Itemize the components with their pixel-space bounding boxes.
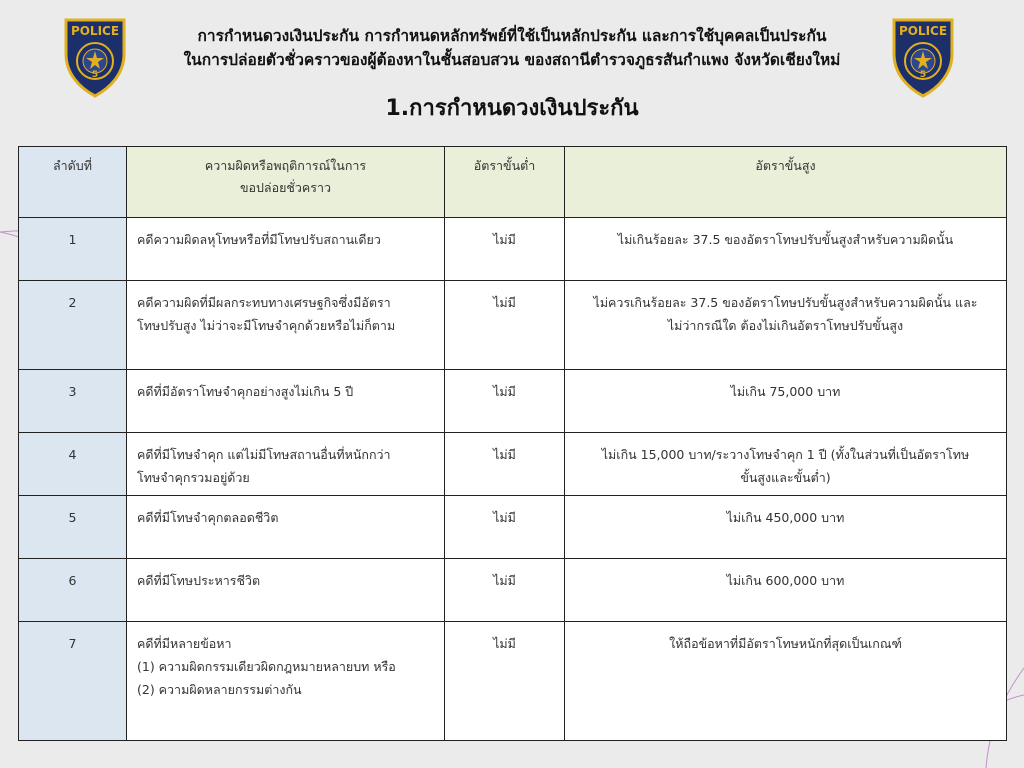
offense-cell — [127, 622, 445, 741]
offense-text: คดีที่มีโทษจำคุกตลอดชีวิต — [137, 510, 279, 525]
table-row — [19, 281, 1007, 370]
column-header-no: ลำดับที่ — [19, 147, 127, 218]
offense-cell — [127, 496, 445, 559]
badge-text: POLICE — [70, 24, 120, 38]
table-row — [19, 218, 1007, 281]
table-row — [19, 496, 1007, 559]
offense-text: (1) ความผิดกรรมเดียวผิดกฎหมายหลายบท หรือ — [137, 659, 396, 674]
max-rate-text: ไม่เกิน 450,000 บาท — [726, 510, 845, 525]
max-rate-cell — [565, 370, 1007, 433]
max-rate-cell — [565, 622, 1007, 741]
min-rate-cell: ไม่มี — [445, 281, 565, 370]
offense-cell — [127, 433, 445, 496]
min-rate-cell: ไม่มี — [445, 559, 565, 622]
column-header-offense-line-2: ขอปล่อยชั่วคราว — [239, 180, 332, 195]
page-title — [130, 24, 894, 72]
row-number: 6 — [19, 559, 127, 622]
offense-text: คดีที่มีอัตราโทษจำคุกอย่างสูงไม่เกิน 5 ปี — [137, 384, 354, 399]
max-rate-text: ไม่เกิน 15,000 บาท/ระวางโทษจำคุก 1 ปี (ทั้งในส่วนที่เป็นอัตราโทษ — [601, 447, 970, 462]
row-number: 1 — [19, 218, 127, 281]
offense-text: คดีที่มีโทษประหารชีวิต — [137, 573, 261, 588]
offense-text: คดีที่มีโทษจำคุก แต่ไม่มีโทษสถานอื่นที่หนักกว่า — [137, 447, 391, 462]
offense-text: คดีที่มีหลายข้อหา — [137, 636, 232, 651]
offense-cell — [127, 370, 445, 433]
max-rate-text: ไม่เกิน 600,000 บาท — [726, 573, 845, 588]
row-number: 5 — [19, 496, 127, 559]
row-number: 3 — [19, 370, 127, 433]
min-rate-cell: ไม่มี — [445, 622, 565, 741]
max-rate-cell — [565, 281, 1007, 370]
max-rate-cell — [565, 218, 1007, 281]
max-rate-text: ไม่ว่ากรณีใด ต้องไม่เกินอัตราโทษปรับขั้นสูง — [667, 318, 904, 333]
offense-cell — [127, 218, 445, 281]
max-rate-text: ขั้นสูงและขั้นต่ำ) — [740, 470, 831, 485]
offense-text: โทษปรับสูง ไม่ว่าจะมีโทษจำคุกด้วยหรือไม่ก็ตาม — [137, 318, 396, 333]
max-rate-text: ไม่เกินร้อยละ 37.5 ของอัตราโทษปรับขั้นสูงสำหรับความผิดนั้น — [617, 232, 954, 247]
table-row — [19, 370, 1007, 433]
offense-text: คดีความผิดลหุโทษหรือที่มีโทษปรับสถานเดียว — [137, 232, 381, 247]
badge-number: 5 — [919, 70, 927, 80]
offense-text: โทษจำคุกรวมอยู่ด้วย — [137, 470, 250, 485]
min-rate-cell: ไม่มี — [445, 218, 565, 281]
min-rate-cell: ไม่มี — [445, 433, 565, 496]
max-rate-text: ให้ถือข้อหาที่มีอัตราโทษหนักที่สุดเป็นเกณฑ์ — [669, 636, 902, 651]
max-rate-text: ไม่ควรเกินร้อยละ 37.5 ของอัตราโทษปรับขั้นสูงสำหรับความผิดนั้น และ — [593, 295, 978, 310]
offense-text: (2) ความผิดหลายกรรมต่างกัน — [137, 682, 302, 697]
max-rate-cell — [565, 496, 1007, 559]
max-rate-text: ไม่เกิน 75,000 บาท — [730, 384, 841, 399]
table-row — [19, 559, 1007, 622]
badge-text: POLICE — [898, 24, 948, 38]
column-header-offense — [127, 147, 445, 218]
bail-amount-table — [18, 146, 1007, 741]
police-badge-logo-right — [888, 14, 958, 98]
min-rate-cell: ไม่มี — [445, 496, 565, 559]
row-number: 4 — [19, 433, 127, 496]
offense-cell — [127, 559, 445, 622]
section-title: 1.การกำหนดวงเงินประกัน — [385, 96, 639, 121]
max-rate-cell — [565, 433, 1007, 496]
column-header-min-rate: อัตราขั้นต่ำ — [445, 147, 565, 218]
offense-cell — [127, 281, 445, 370]
column-header-max-rate: อัตราขั้นสูง — [565, 147, 1007, 218]
table-row — [19, 622, 1007, 741]
page-title-line-2: ในการปล่อยตัวชั่วคราวของผู้ต้องหาในชั้นสอบสวน ของสถานีตำรวจภูธรสันกำแพง จังหวัดเชียงใหม่ — [183, 51, 841, 69]
offense-text: คดีความผิดที่มีผลกระทบทางเศรษฐกิจซึ่งมีอัตรา — [137, 295, 391, 310]
max-rate-cell — [565, 559, 1007, 622]
page-title-line-1: การกำหนดวงเงินประกัน การกำหนดหลักทรัพย์ที่ใช้เป็นหลักประกัน และการใช้บุคคลเป็นประกัน — [197, 27, 827, 45]
badge-number: 5 — [91, 70, 99, 80]
police-badge-logo-left — [60, 14, 130, 98]
table-header-row — [19, 147, 1007, 218]
table-row — [19, 433, 1007, 496]
row-number: 7 — [19, 622, 127, 741]
row-number: 2 — [19, 281, 127, 370]
column-header-offense-line-1: ความผิดหรือพฤติการณ์ในการ — [204, 158, 367, 173]
min-rate-cell: ไม่มี — [445, 370, 565, 433]
